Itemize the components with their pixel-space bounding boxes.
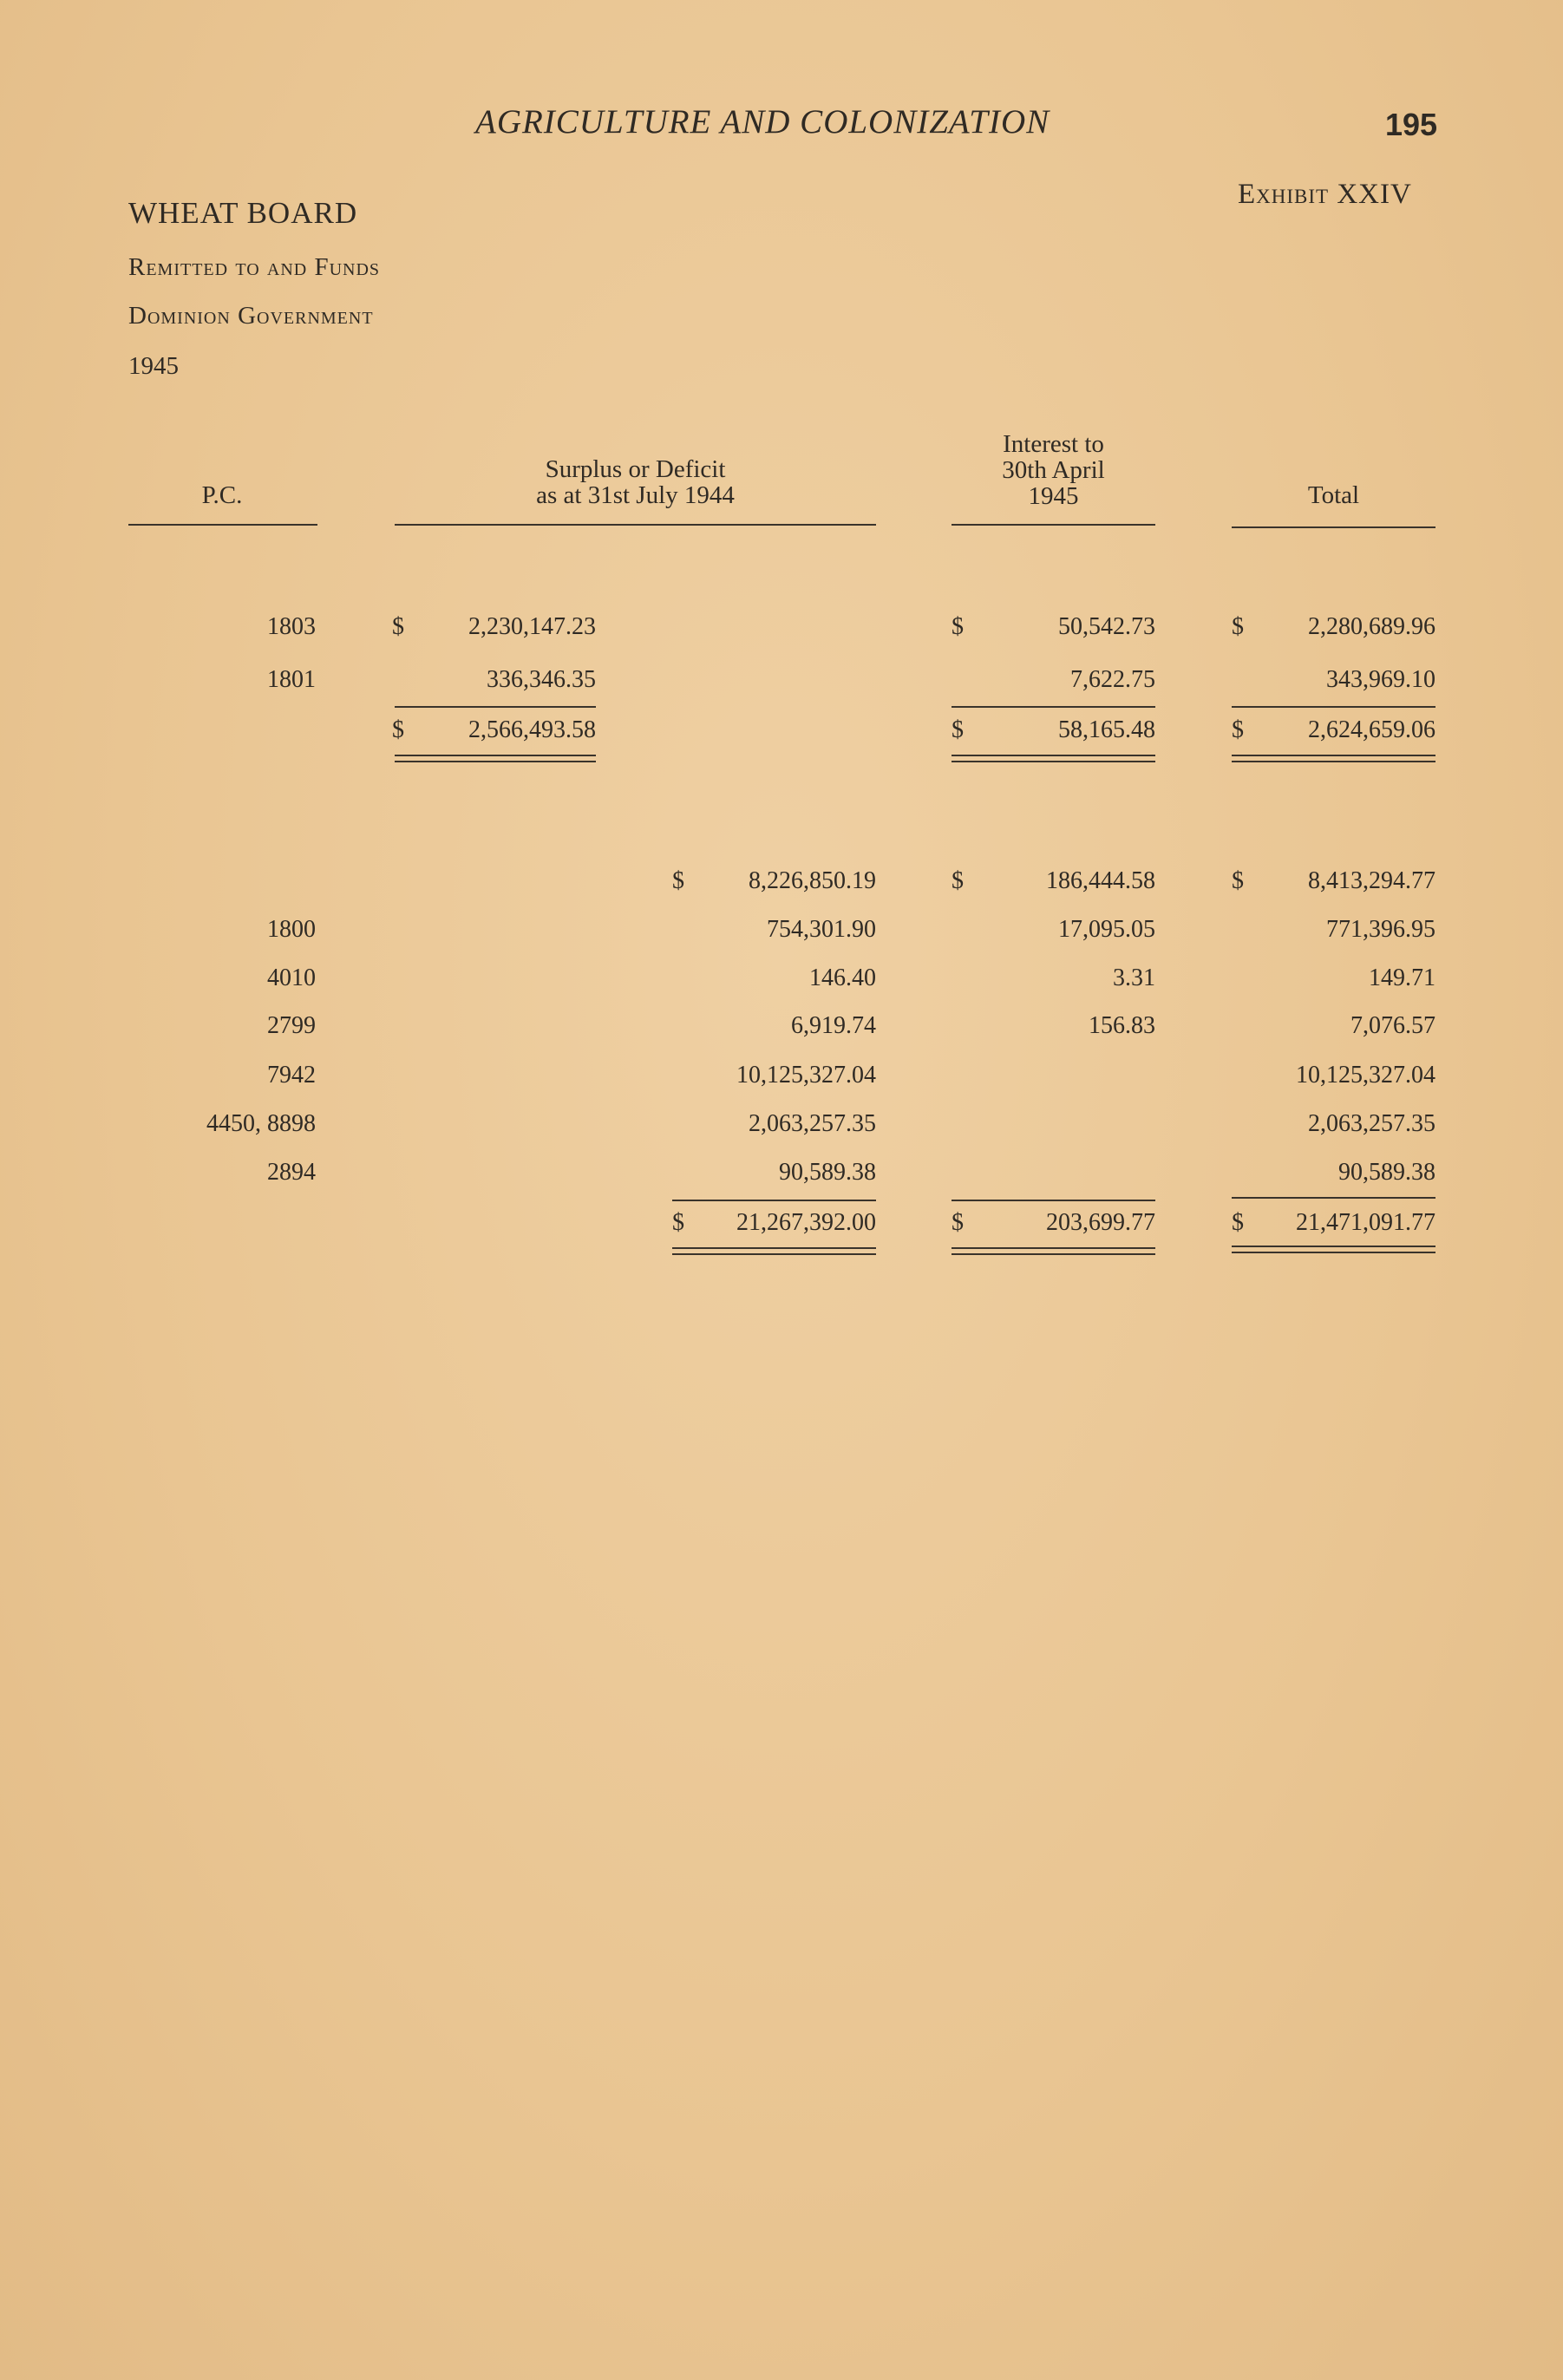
- exhibit-label: Exhibit XXIV: [1238, 179, 1412, 210]
- total-total: 2,624,659.06: [1308, 716, 1435, 743]
- table-cell-total: 7,076.57: [1350, 1012, 1435, 1039]
- double-rule: [952, 761, 1155, 762]
- page-number: 195: [1385, 107, 1438, 142]
- table-cell-total: 2,063,257.35: [1308, 1110, 1435, 1137]
- table-cell-interest: 50,542.73: [1058, 613, 1155, 640]
- dollar-sign: $: [1232, 613, 1244, 640]
- table-cell-surplus: 2,063,257.35: [749, 1110, 876, 1137]
- double-rule: [395, 761, 596, 762]
- dollar-sign: $: [392, 716, 404, 743]
- document-title: WHEAT BOARD: [128, 196, 358, 230]
- table-cell-interest: 3.31: [1113, 964, 1155, 991]
- dollar-sign: $: [1232, 1209, 1244, 1236]
- subtotal-rule: [672, 1200, 876, 1201]
- table-cell-interest: 7,622.75: [1070, 666, 1155, 693]
- dollar-sign: $: [952, 867, 964, 894]
- column-header-pc: P.C.: [201, 481, 243, 509]
- table-cell-pc: 1801: [267, 666, 316, 693]
- table-cell-pc: 4450, 8898: [206, 1110, 316, 1137]
- column-header-surplus-line-1: Surplus or Deficit: [545, 455, 726, 483]
- double-rule: [952, 1253, 1155, 1255]
- column-header-interest: [952, 431, 1155, 509]
- dollar-sign: $: [672, 867, 684, 894]
- subtotal-rule: [1232, 706, 1435, 708]
- double-rule: [672, 1247, 876, 1249]
- column-header-total: Total: [1307, 481, 1360, 509]
- dollar-sign: $: [1232, 867, 1244, 894]
- double-rule: [952, 755, 1155, 756]
- table-cell-interest: 156.83: [1089, 1012, 1155, 1039]
- subtotal-rule: [952, 1200, 1155, 1201]
- running-head: AGRICULTURE AND COLONIZATION: [475, 103, 1050, 141]
- table-cell-pc: 1803: [267, 613, 316, 640]
- header-rule-pc: [128, 524, 317, 526]
- dollar-sign: $: [952, 613, 964, 640]
- subtotal-rule: [952, 706, 1155, 708]
- total-interest: 58,165.48: [1058, 716, 1155, 743]
- double-rule: [1232, 1246, 1435, 1247]
- column-header-interest-line-1: Interest to: [1003, 430, 1104, 458]
- column-header-surplus-line-2: as at 31st July 1944: [536, 481, 735, 509]
- double-rule: [952, 1247, 1155, 1249]
- table-cell-pc: 2894: [267, 1159, 316, 1186]
- table-cell-surplus: 8,226,850.19: [749, 867, 876, 894]
- total-interest: 203,699.77: [1046, 1209, 1155, 1236]
- table-cell-total: 2,280,689.96: [1308, 613, 1435, 640]
- double-rule: [1232, 1252, 1435, 1253]
- dollar-sign: $: [672, 1209, 684, 1236]
- document-year: 1945: [128, 352, 179, 380]
- column-header-interest-line-2: 30th April: [1002, 456, 1105, 484]
- table-cell-surplus: 146.40: [809, 964, 876, 991]
- table-cell-surplus: 336,346.35: [487, 666, 596, 693]
- subtitle-line-2: Dominion Government: [128, 302, 374, 330]
- double-rule: [1232, 761, 1435, 762]
- table-cell-surplus: 6,919.74: [791, 1012, 876, 1039]
- double-rule: [395, 755, 596, 756]
- dollar-sign: $: [952, 1209, 964, 1236]
- subtotal-rule: [395, 706, 596, 708]
- table-cell-total: 90,589.38: [1338, 1159, 1435, 1186]
- table-cell-surplus: 90,589.38: [779, 1159, 876, 1186]
- total-total: 21,471,091.77: [1296, 1209, 1435, 1236]
- table-cell-total: 343,969.10: [1326, 666, 1435, 693]
- header-rule-interest: [952, 524, 1155, 526]
- subtotal-rule: [1232, 1197, 1435, 1199]
- header-rule-total: [1232, 526, 1435, 528]
- table-cell-total: 149.71: [1369, 964, 1435, 991]
- table-cell-total: 771,396.95: [1326, 916, 1435, 943]
- table-cell-pc: 4010: [267, 964, 316, 991]
- column-header-interest-line-3: 1945: [1028, 482, 1079, 510]
- table-cell-interest: 186,444.58: [1046, 867, 1155, 894]
- total-surplus: 21,267,392.00: [736, 1209, 876, 1236]
- double-rule: [1232, 755, 1435, 756]
- table-cell-pc: 7942: [267, 1062, 316, 1089]
- column-header-surplus: [395, 456, 876, 508]
- dollar-sign: $: [392, 613, 404, 640]
- table-cell-surplus: 2,230,147.23: [468, 613, 596, 640]
- dollar-sign: $: [952, 716, 964, 743]
- table-cell-surplus: 754,301.90: [767, 916, 876, 943]
- table-cell-interest: 17,095.05: [1058, 916, 1155, 943]
- dollar-sign: $: [1232, 716, 1244, 743]
- total-surplus: 2,566,493.58: [468, 716, 596, 743]
- table-cell-surplus: 10,125,327.04: [736, 1062, 876, 1089]
- table-cell-pc: 1800: [267, 916, 316, 943]
- double-rule: [672, 1253, 876, 1255]
- header-rule-surplus: [395, 524, 876, 526]
- table-cell-pc: 2799: [267, 1012, 316, 1039]
- subtitle-line-1: Remitted to and Funds: [128, 253, 381, 281]
- table-cell-total: 10,125,327.04: [1296, 1062, 1435, 1089]
- table-cell-total: 8,413,294.77: [1308, 867, 1435, 894]
